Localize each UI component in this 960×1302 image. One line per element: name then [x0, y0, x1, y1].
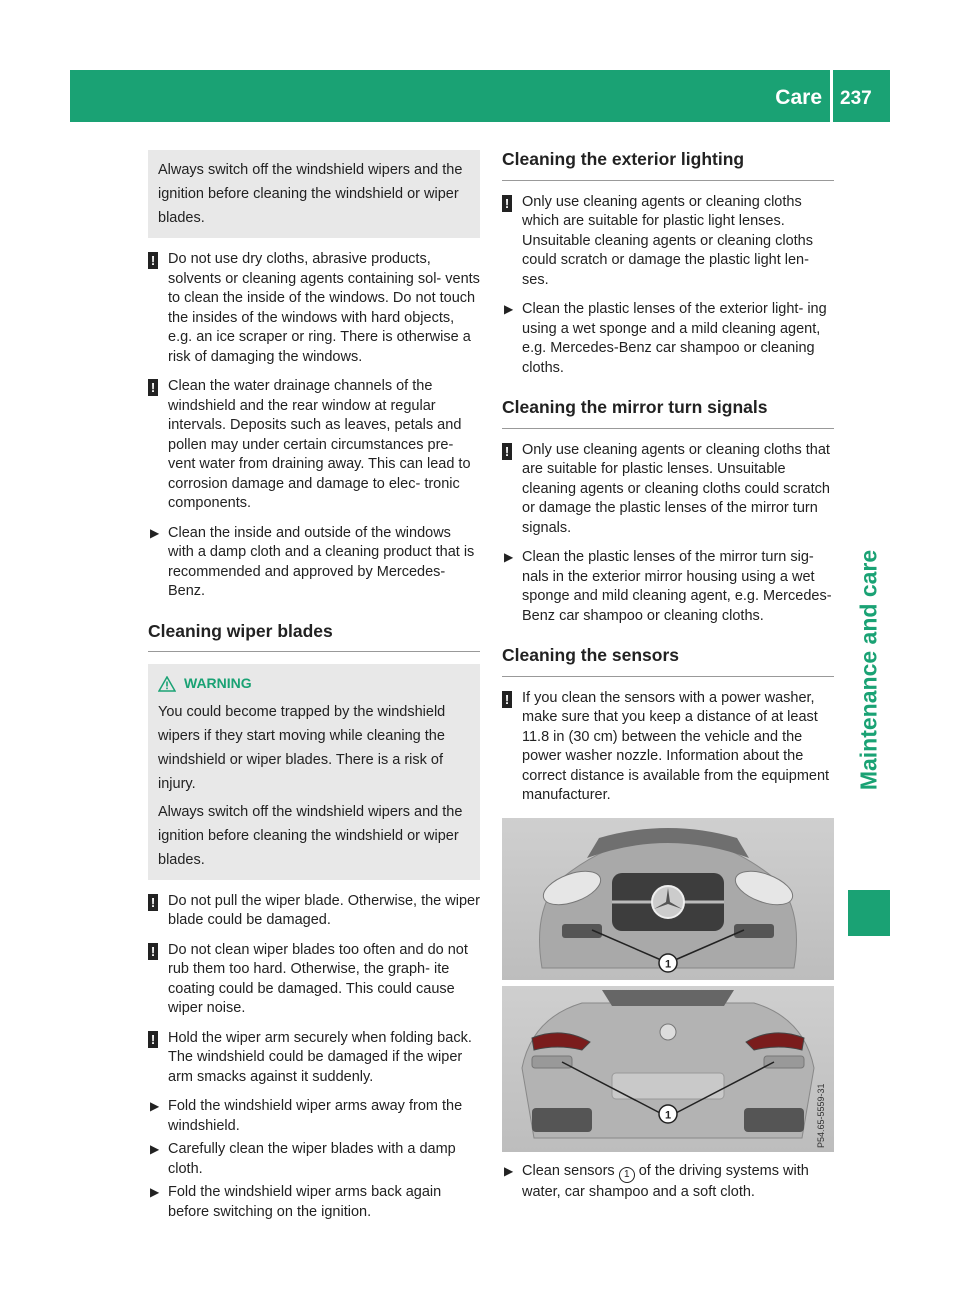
- warning-text: You could become trapped by the windshield wipers if they start moving while cleaning the windshield or wiper blades. There is a risk of injury.: [158, 703, 446, 792]
- note-text: Do not use dry cloths, abrasive products, solvents or cleaning agents containing sol- vents to clean the inside of the windows. Do not touch the insides of the windows with hard objects, e.g. an ice scraper or ring. There is otherwise a risk of damaging the windows.: [168, 251, 480, 365]
- caution-icon: !: [502, 691, 512, 708]
- note-item: [148, 377, 480, 514]
- warning-text: Always switch off the windshield wipers and the ignition before cleaning the windshield or wiper blades.: [158, 803, 463, 868]
- caution-icon: !: [148, 943, 158, 960]
- side-tab-marker: [848, 890, 890, 936]
- page-number: 237: [840, 88, 872, 109]
- callout-number: 1: [664, 1109, 672, 1121]
- caution-icon: !: [148, 379, 158, 396]
- caution-icon: !: [148, 252, 158, 269]
- rear-sensor-left: [532, 1056, 572, 1068]
- note-text: Clean the water drainage channels of the windshield and the rear window at regular intervals. Deposits such as leaves, petals and pollen may under certain circumstances pre- vent water from draining away. This can lead to corrosion damage and damage to elec- tronic components.: [168, 378, 471, 511]
- rear-sensor-right: [764, 1056, 804, 1068]
- step-item: [148, 1097, 480, 1136]
- warning-box: [148, 664, 480, 880]
- note-item: [148, 250, 480, 367]
- license-plate-area: [612, 1073, 724, 1099]
- step-text: Fold the windshield wiper arms back again before switching on the ignition.: [168, 1184, 442, 1220]
- step-text: Clean the plastic lenses of the mirror turn sig- nals in the exterior mirror housing using a wet sponge and mild cleaning agent, e.g. Mercedes-Benz car shampoo or cleaning cloths.: [522, 549, 832, 624]
- step-text-b: of the driving systems with water, car shampoo and a soft cloth.: [522, 1162, 809, 1200]
- step-text-a: Clean sensors: [522, 1162, 619, 1179]
- exhaust-right: [744, 1108, 804, 1132]
- step-arrow-icon: ▶: [150, 1185, 160, 1199]
- section-title: Care: [775, 86, 822, 109]
- step-arrow-icon: ▶: [504, 1163, 514, 1178]
- note-text: Do not pull the wiper blade. Otherwise, the wiper blade could be damaged.: [168, 892, 480, 928]
- note-text: If you clean the sensors with a power washer, make sure that you keep a distance of at least 11.8 in (30 cm) between the vehicle and the power washer nozzle. Information about the correct distance is available from the equipment manufacturer.: [522, 689, 830, 803]
- step-text: Clean the plastic lenses of the exterior light- ing using a wet sponge and a mild cleaning agent, e.g. Mercedes-Benz car shampoo or cleaning cloths.: [522, 301, 827, 376]
- heading-wiper-blades: Cleaning wiper blades: [148, 622, 480, 653]
- rear-window: [602, 990, 734, 1006]
- note-text: Only use cleaning agents or cleaning cloths which are suitable for plastic light lenses. Unsuitable cleaning agents or cleaning cloths could scratch or damage the plastic light len- ses.: [522, 193, 813, 288]
- step-arrow-icon: ▶: [504, 550, 514, 564]
- exhaust-left: [532, 1108, 592, 1132]
- step-item: [148, 1140, 480, 1179]
- step-text: Fold the windshield wiper arms away from the windshield.: [168, 1098, 463, 1134]
- star-emblem-rear: [660, 1024, 676, 1040]
- warning-triangle-icon: [158, 676, 176, 692]
- step-arrow-icon: ▶: [150, 1142, 160, 1156]
- step-text: Clean the inside and outside of the windows with a damp cloth and a cleaning product that is recommended and approved by Mercedes- Benz.: [168, 524, 475, 599]
- caution-icon: !: [148, 1031, 158, 1048]
- step-item: [502, 548, 834, 626]
- note-item: [502, 689, 834, 806]
- header-separator: [830, 70, 833, 122]
- caution-icon: !: [502, 195, 512, 212]
- step-item: [502, 1162, 834, 1203]
- car-sensors-illustration: [502, 818, 834, 1152]
- callout-ref-icon: 1: [619, 1167, 635, 1183]
- heading-exterior-lighting: Cleaning the exterior lighting: [502, 150, 834, 181]
- warning-header: [158, 674, 470, 694]
- sensors-figure: [502, 818, 834, 1152]
- intro-text: Always switch off the windshield wipers and the ignition before cleaning the windshield or wiper blades.: [158, 162, 463, 226]
- caution-icon: !: [502, 443, 512, 460]
- side-tab-label: Maintenance and care: [855, 549, 882, 791]
- note-text: Only use cleaning agents or cleaning cloths that are suitable for plastic lenses. Unsuitable cleaning agents or cleaning cloths could scratch or damage the plastic lenses of the mirror turn signals.: [522, 441, 830, 536]
- intro-box: [148, 150, 480, 238]
- note-item: [148, 892, 480, 931]
- note-item: [502, 193, 834, 291]
- step-item: [148, 1183, 480, 1222]
- figure-code: P54.65-5559-31: [816, 1082, 826, 1148]
- note-text: Do not clean wiper blades too often and do not rub them too hard. Otherwise, the graph- ite coating could be damaged. This could cause wiper noise.: [168, 941, 468, 1016]
- heading-mirror-turn-signals: Cleaning the mirror turn signals: [502, 398, 834, 429]
- side-tab: [848, 460, 890, 880]
- note-item: [148, 1029, 480, 1088]
- callout-number: 1: [664, 958, 672, 970]
- step-item: [502, 300, 834, 378]
- note-item: [502, 441, 834, 539]
- step-arrow-icon: ▶: [150, 525, 160, 540]
- step-text: Carefully clean the wiper blades with a damp cloth.: [168, 1141, 456, 1177]
- note-item: [148, 941, 480, 1019]
- note-text: Hold the wiper arm securely when folding back. The windshield could be damaged if the wiper arm smacks against it suddenly.: [168, 1029, 472, 1085]
- heading-sensors: Cleaning the sensors: [502, 646, 834, 677]
- step-item: [148, 524, 480, 602]
- warning-label: WARNING: [184, 675, 252, 691]
- step-arrow-icon: ▶: [150, 1099, 160, 1113]
- step-arrow-icon: ▶: [504, 302, 514, 316]
- left-column: [148, 150, 480, 1226]
- caution-icon: !: [148, 894, 158, 911]
- right-column: [502, 150, 834, 1206]
